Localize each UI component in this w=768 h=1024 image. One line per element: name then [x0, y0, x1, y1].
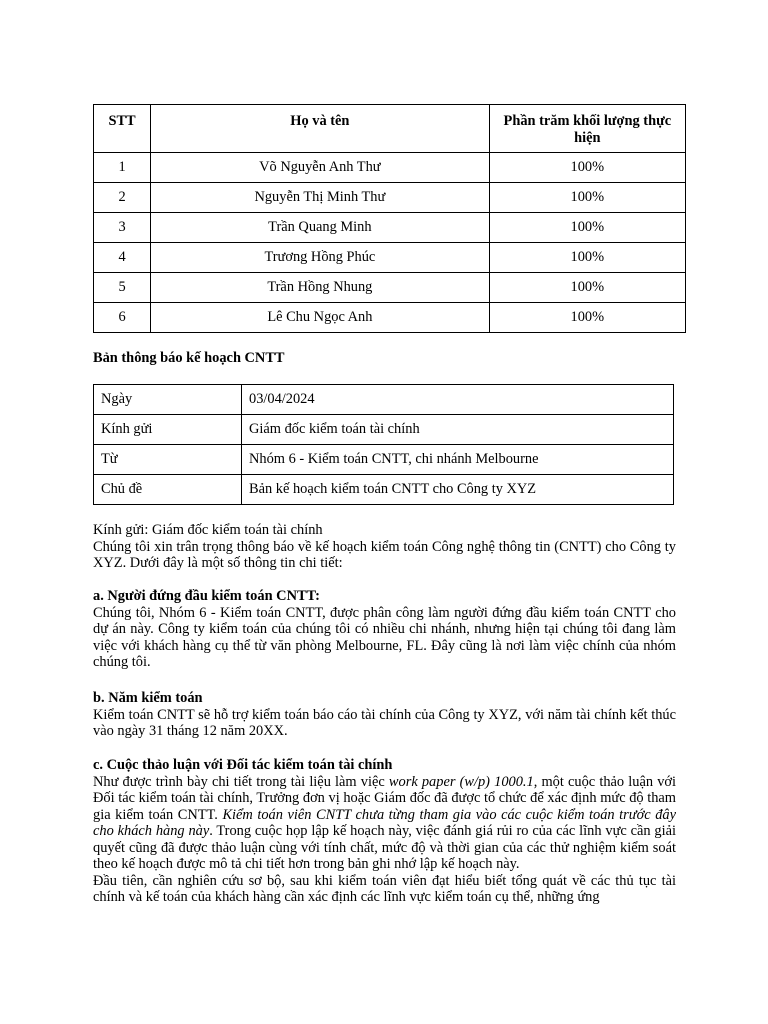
- row-percent: 100%: [489, 273, 685, 303]
- row-name: Nguyễn Thị Minh Thư: [151, 183, 490, 213]
- section-c-text-5: . Trong cuộc họp lập kế hoạch này, việc đánh giá rủi ro của các lĩnh vực cần giải quyết cũng đã được thảo luận cùng với tính chất, mức độ và thời gian của các thử nghiệm kiểm soát theo kế hoạch được mô tả chi tiết hơn trong bản ghi nhớ lập kế hoạch này.: [93, 823, 676, 872]
- table-row: [94, 475, 674, 505]
- table-row: [94, 243, 686, 273]
- table-row: [94, 213, 686, 243]
- table-row: [94, 445, 674, 475]
- notice-table: [93, 384, 674, 505]
- row-name: Võ Nguyễn Anh Thư: [151, 153, 490, 183]
- section-c-italic-note: Kiểm toán viên CNTT chưa từng tham gia vào các cuộc kiểm toán trước đây cho khách hàng này: [93, 806, 676, 839]
- row-percent: 100%: [489, 303, 685, 333]
- row-name: Trần Hồng Nhung: [151, 273, 490, 303]
- header-stt: STT: [94, 105, 151, 153]
- members-table: [93, 104, 686, 333]
- section-c-heading: c. Cuộc thảo luận với Đối tác kiểm toán tài chính: [93, 757, 393, 773]
- row-percent: 100%: [489, 183, 685, 213]
- row-percent: 100%: [489, 213, 685, 243]
- notice-key: Kính gửi: [94, 415, 242, 445]
- section-c-text-3: , một cuộc thảo luận với Đối tác kiểm toán tài chính, Trưởng đơn vị hoặc Giám đốc đã được tổ chức để xác định mức độ tham gia kiểm toán CNTT.: [93, 773, 676, 823]
- notice-value: 03/04/2024: [242, 385, 674, 415]
- section-a: [93, 588, 676, 671]
- notice-value: Nhóm 6 - Kiểm toán CNTT, chi nhánh Melbourne: [242, 445, 674, 475]
- table-row: [94, 273, 686, 303]
- notice-key: Từ: [94, 445, 242, 475]
- members-table-header: [94, 105, 686, 153]
- row-stt: 6: [94, 303, 151, 333]
- section-c-paragraph-2: Đầu tiên, cần nghiên cứu sơ bộ, sau khi kiểm toán viên đạt hiểu biết tổng quát về các thủ tục tài chính và kế toán của khách hàng cần xác định các lĩnh vực kiểm toán cụ thể, những ứng: [93, 872, 676, 905]
- table-row: [94, 183, 686, 213]
- row-stt: 2: [94, 183, 151, 213]
- table-row: [94, 303, 686, 333]
- header-name: Họ và tên: [151, 105, 490, 153]
- row-name: Trần Quang Minh: [151, 213, 490, 243]
- row-stt: 1: [94, 153, 151, 183]
- section-c-paragraph-1: [93, 774, 676, 873]
- row-stt: 3: [94, 213, 151, 243]
- row-percent: 100%: [489, 243, 685, 273]
- table-row: [94, 385, 674, 415]
- notice-key: Ngày: [94, 385, 242, 415]
- section-b: [93, 690, 676, 740]
- row-percent: 100%: [489, 153, 685, 183]
- section-c-text-1: Như được trình bày chi tiết trong tài liệu làm việc: [93, 773, 389, 790]
- section-b-text: Kiểm toán CNTT sẽ hỗ trợ kiểm toán báo cáo tài chính của Công ty XYZ, với năm tài chính kết thúc vào ngày 31 tháng 12 năm 20XX.: [93, 706, 676, 739]
- notice-title: Bản thông báo kế hoạch CNTT: [93, 350, 285, 366]
- intro-paragraph: Chúng tôi xin trân trọng thông báo về kế hoạch kiểm toán Công nghệ thông tin (CNTT) cho Công ty XYZ. Dưới đây là một số thông tin chi tiết:: [93, 538, 676, 571]
- section-a-heading: a. Người đứng đầu kiểm toán CNTT:: [93, 588, 320, 604]
- work-paper-ref: work paper (w/p) 1000.1: [388, 773, 534, 790]
- intro-line: Kính gửi: Giám đốc kiểm toán tài chính: [93, 522, 323, 538]
- row-name: Trương Hồng Phúc: [151, 243, 490, 273]
- row-stt: 4: [94, 243, 151, 273]
- intro-block: [93, 522, 676, 572]
- row-stt: 5: [94, 273, 151, 303]
- section-a-text: Chúng tôi, Nhóm 6 - Kiểm toán CNTT, được phân công làm người đứng đầu kiểm toán CNTT cho dự án này. Công ty kiểm toán của chúng tôi có nhiều chi nhánh, nhưng hiện tại chúng tôi đang làm việc với khách hàng cụ thể từ văn phòng Melbourne, FL. Đây cũng là nơi làm việc chính của nhóm chúng tôi.: [93, 604, 676, 670]
- notice-value: Bản kế hoạch kiểm toán CNTT cho Công ty XYZ: [242, 475, 674, 505]
- table-row: [94, 415, 674, 445]
- notice-value: Giám đốc kiểm toán tài chính: [242, 415, 674, 445]
- row-name: Lê Chu Ngọc Anh: [151, 303, 490, 333]
- header-percent: Phần trăm khối lượng thực hiện: [489, 105, 685, 153]
- section-c: [93, 757, 676, 906]
- section-b-heading: b. Năm kiểm toán: [93, 690, 203, 706]
- notice-key: Chủ đề: [94, 475, 242, 505]
- table-row: [94, 153, 686, 183]
